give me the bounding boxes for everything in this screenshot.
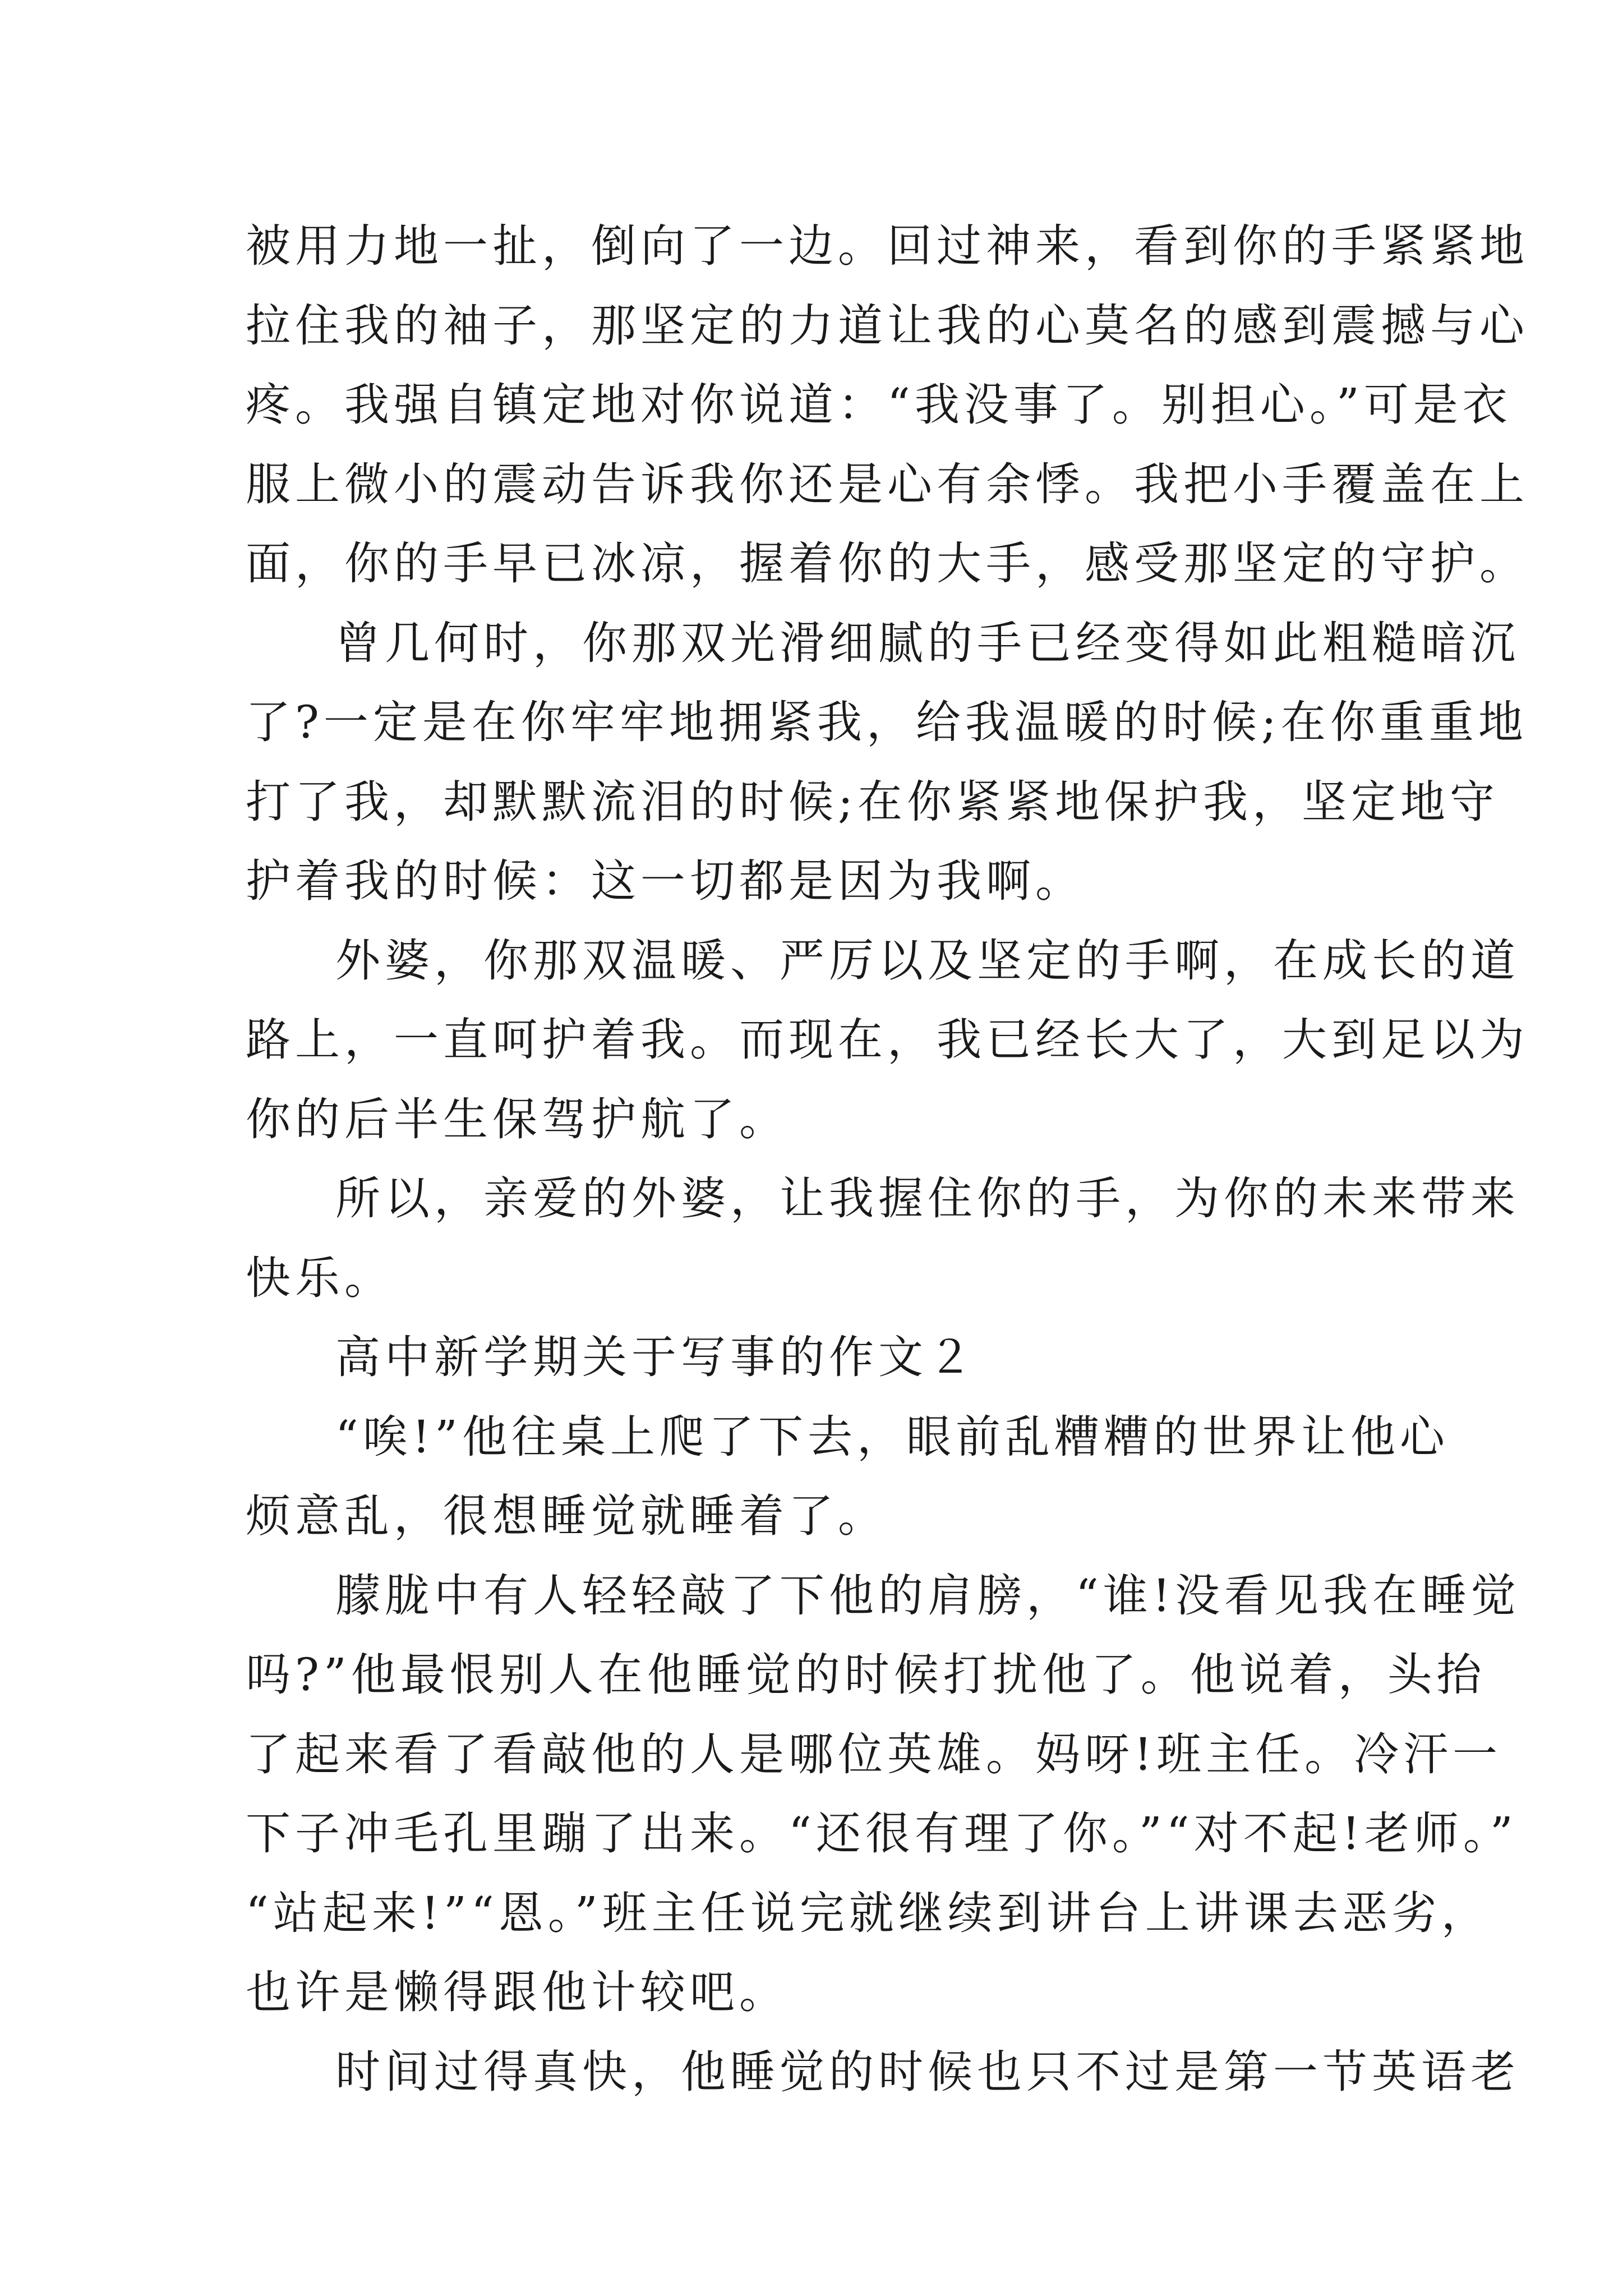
text-line: 服上微小的震动告诉我你还是心有余悸。我把小手覆盖在上 bbox=[246, 458, 1529, 510]
text-line: 外婆，你那双温暖、严厉以及坚定的手啊，在成长的道 bbox=[335, 934, 1520, 987]
text-line: 被用力地一扯，倒向了一边。回过神来，看到你的手紧紧地 bbox=[246, 220, 1529, 272]
text-line: “唉!”他往桌上爬了下去，眼前乱糟糟的世界让他心 bbox=[335, 1410, 1449, 1463]
section-heading: 高中新学期关于写事的作文２ bbox=[335, 1331, 977, 1383]
text-line: 疼。我强自镇定地对你说道：“我没事了。别担心。”可是衣 bbox=[246, 379, 1512, 431]
text-line: 了?一定是在你牢牢地拥紧我，给我温暖的时候;在你重重地 bbox=[246, 696, 1528, 748]
text-line: “站起来!”“恩。”班主任说完就继续到讲台上讲课去恶劣， bbox=[246, 1887, 1491, 1939]
text-line: 也许是懒得跟他计较吧。 bbox=[246, 1966, 789, 2018]
text-line: 打了我，却默默流泪的时候;在你紧紧地保护我，坚定地守 bbox=[246, 775, 1499, 828]
text-line: 吗?”他最恨别人在他睡觉的时候打扰他了。他说着，头抬 bbox=[246, 1649, 1486, 1701]
text-line: 护着我的时候：这一切都是因为我啊。 bbox=[246, 855, 1085, 907]
text-line: 快乐。 bbox=[246, 1251, 394, 1304]
text-line: 朦胧中有人轻轻敲了下他的肩膀，“谁!没看见我在睡觉 bbox=[335, 1569, 1521, 1622]
text-line: 下子冲毛孔里蹦了出来。“还很有理了你。”“对不起!老师。” bbox=[246, 1807, 1518, 1860]
text-line: 路上，一直呵护着我。而现在，我已经长大了，大到足以为 bbox=[246, 1014, 1529, 1066]
text-line: 曾几何时，你那双光滑细腻的手已经变得如此粗糙暗沉 bbox=[335, 616, 1520, 669]
text-line: 你的后半生保驾护航了。 bbox=[246, 1093, 789, 1145]
text-line: 拉住我的袖子，那坚定的力道让我的心莫名的感到震撼与心 bbox=[246, 299, 1529, 352]
essay-body bbox=[246, 206, 1529, 2111]
text-line: 所以，亲爱的外婆，让我握住你的手，为你的未来带来 bbox=[335, 1172, 1520, 1225]
text-line: 了起来看了看敲他的人是哪位英雄。妈呀!班主任。冷汗一 bbox=[246, 1728, 1502, 1780]
text-line: 时间过得真快，他睡觉的时候也只不过是第一节英语老 bbox=[335, 2045, 1520, 2098]
text-line: 面，你的手早已冰凉，握着你的大手，感受那坚定的守护。 bbox=[246, 537, 1529, 590]
text-line: 烦意乱，很想睡觉就睡着了。 bbox=[246, 1490, 887, 1542]
